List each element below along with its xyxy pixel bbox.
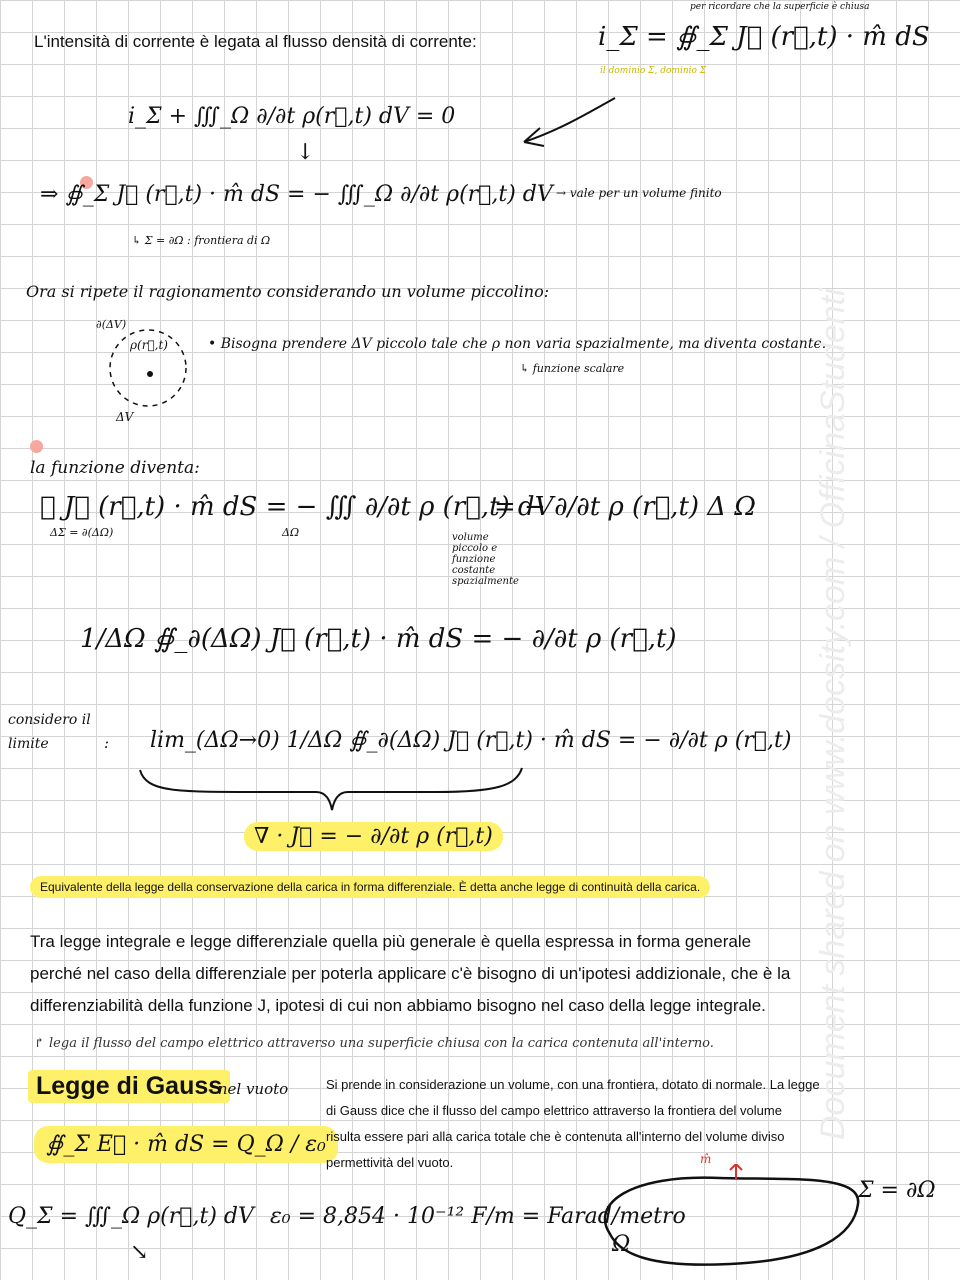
equation-epsilon: ε₀ = 8,854 · 10⁻¹² F/m = Farad/metro <box>270 1204 686 1229</box>
subscript-small-boundary: ΔΣ = ∂(ΔΩ) <box>50 526 114 539</box>
label-delta-v: ΔV <box>116 410 134 424</box>
gauss-description: Si prende in considerazione un volume, con una frontiera, dotato di normale. La legge di Gauss dice che il flusso del campo elettrico attraverso la frontiera del volume risulta essere pari alla carica totale che è contenuta all'interno del volume diviso permettività del vuoto. <box>326 1077 820 1170</box>
note-boundary: ↳ Σ = ∂Ω : frontiera di Ω <box>132 234 271 247</box>
gauss-equation: ∯_Σ E⃗ · m̂ dS = Q_Ω / ε₀ <box>34 1126 338 1163</box>
section-heading-small-volume: Ora si ripete il ragionamento considerando un volume piccolino: <box>26 282 550 301</box>
watermark: Document shared on www.docsity.com / OfficinaStudenti <box>814 288 852 1140</box>
equation-divided: 1/ΔΩ ∯_∂(ΔΩ) J⃗ (r⃗,t) · m̂ dS = − ∂/∂t ρ (r⃗,t) <box>80 624 677 654</box>
label-omega: Ω <box>612 1232 631 1257</box>
label-limit-colon: : <box>104 734 110 752</box>
equation-small-volume: ∯ J⃗ (r⃗,t) · m̂ dS = − ∭ ∂/∂t ρ (r⃗,t) dV <box>40 492 554 522</box>
note-gauss-meaning: ↱ lega il flusso del campo elettrico attraverso una superficie chiusa con la carica contenuta all'interno. <box>34 1036 714 1051</box>
note-finite-volume: → vale per un volume finito <box>556 186 722 200</box>
label-limit: considero il limite <box>8 712 91 752</box>
note-closed-surface: per ricordare che la superficie è chiusa <box>690 2 870 12</box>
note-domain: il dominio Σ, dominio Σ <box>600 66 707 76</box>
gauss-subtitle: - nel vuoto <box>208 1080 289 1098</box>
equation-small-volume-rhs: = − ∂/∂t ρ (r⃗,t) Δ Ω <box>494 492 756 522</box>
equation-balance: i_Σ + ∭_Ω ∂/∂t ρ(r⃗,t) dV = 0 <box>128 104 456 129</box>
gauss-title: Legge di Gauss <box>28 1070 230 1103</box>
intro-text: L'intensità di corrente è legata al flusso densità di corrente: <box>34 32 477 51</box>
equation-current-flux: i_Σ = ∯_Σ J⃗ (r⃗,t) · m̂ dS <box>598 22 930 52</box>
label-normal: m̂ <box>700 1152 712 1166</box>
equation-integral-form: ⇒ ∯_Σ J⃗ (r⃗,t) · m̂ dS = − ∭_Ω ∂/∂t ρ(r⃗,t) dV <box>40 182 553 207</box>
bullet-dot <box>30 440 43 453</box>
volume-boundary-diagram <box>590 1164 870 1274</box>
equation-divergence: ∇ · J⃗ = − ∂/∂t ρ (r⃗,t) <box>244 822 503 851</box>
note-scalar: ↳ funzione scalare <box>520 362 625 375</box>
label-rho: ρ(r⃗,t) <box>130 338 168 352</box>
pointer-arrow-icon <box>510 92 620 152</box>
subscript-small-volume: ΔΩ <box>282 526 300 539</box>
equation-limit: lim_(ΔΩ→0) 1/ΔΩ ∯_∂(ΔΩ) J⃗ (r⃗,t) · m̂ dS = − ∂/∂t ρ (r⃗,t) <box>150 728 792 753</box>
paragraph-comparison: Tra legge integrale e legge differenziale quella più generale è quella espressa in forma generale perché nel caso della differenziale per poterla applicare c'è bisogno di un'ipotesi addizionale, che è la differenziabilità della funzione J, ipotesi di cui non abbiamo bisogno nel caso della legge integrale. <box>30 932 791 1015</box>
label-surface: Σ = ∂Ω <box>858 1178 936 1203</box>
label-boundary-dv: ∂(ΔV) <box>96 318 127 331</box>
bullet-text: • Bisogna prendere ΔV piccolo tale che ρ non varia spazialmente, ma diventa costante. <box>208 336 827 352</box>
curved-arrow-icon: ↘ <box>130 1240 149 1265</box>
note-constant: volume piccolo e funzione costante spazialmente <box>452 532 519 587</box>
down-arrow-icon: ↓ <box>296 140 315 165</box>
underbrace-icon <box>136 766 526 816</box>
section-heading-function: la funzione diventa: <box>30 458 200 478</box>
equation-charge: Q_Σ = ∭_Ω ρ(r⃗,t) dV <box>8 1204 254 1229</box>
small-volume-diagram <box>96 318 196 414</box>
highlight-continuity-note: Equivalente della legge della conservazione della carica in forma differenziale. È detta anche legge di continuità della carica. <box>30 876 710 898</box>
